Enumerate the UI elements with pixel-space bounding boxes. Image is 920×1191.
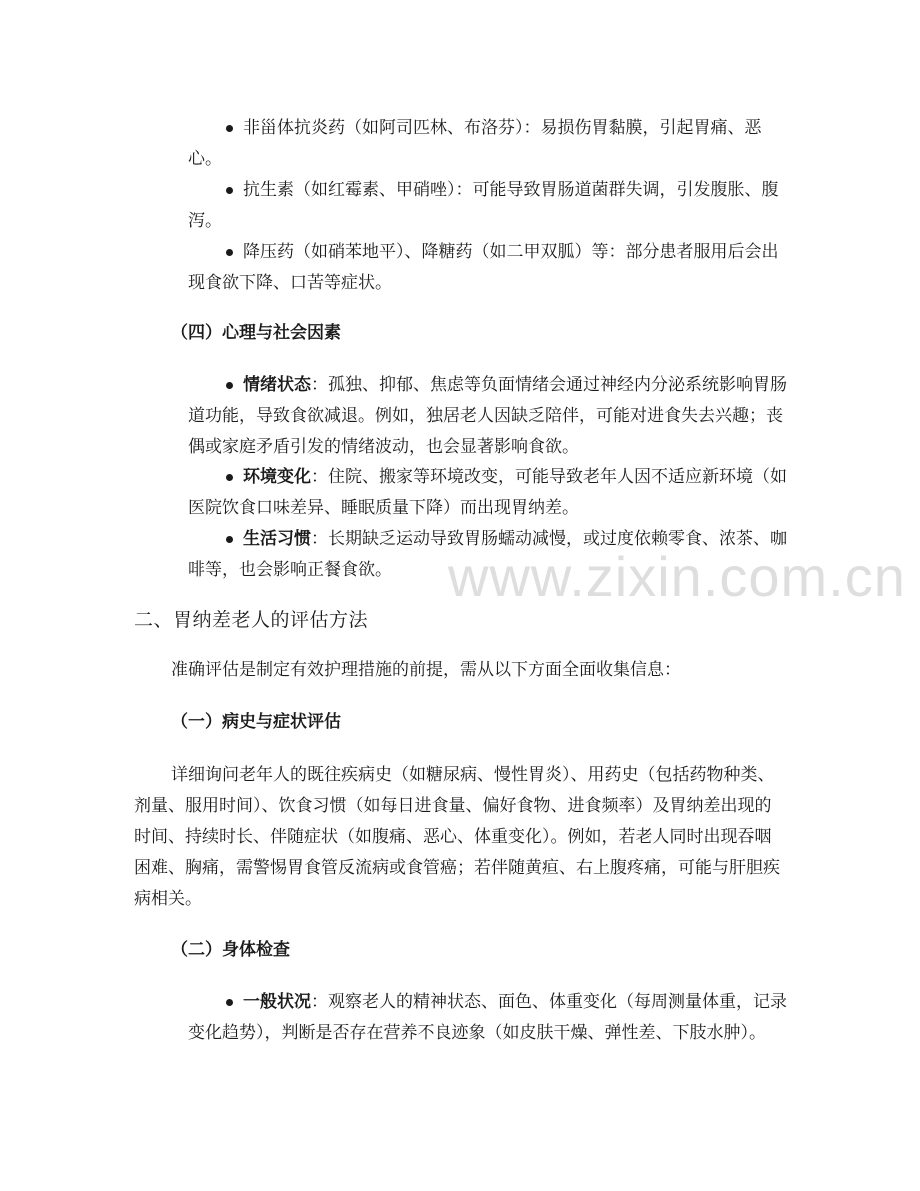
list-item-term: 情绪状态 xyxy=(243,375,311,395)
section4-heading: （四）心理与社会因素 xyxy=(171,323,341,343)
list-item-desc: ：长期缺乏运动导致胃肠蠕动减慢，或过度依赖零食、浓茶、咖啡等，也会影响正餐食欲。 xyxy=(188,529,787,580)
section2-heading: 二、胃纳差老人的评估方法 xyxy=(134,609,369,631)
sub1-body: 详细询问老年人的既往疾病史（如糖尿病、慢性胃炎）、用药史（包括药物种类、剂量、服用时间）、饮食习惯（如每日进食量、偏好食物、进食频率）及胃纳差出现的时间、持续时长、伴随症状（如腹痛、恶心、体重变化）。例如，若老人同时出现吞咽困难、胸痛，需警惕胃食管反流病或食管癌；若伴随黄疸、右上腹疼痛，可能与肝胆疾病相关。 xyxy=(134,765,780,909)
list-item-text xyxy=(188,987,788,1049)
bullet-dot xyxy=(226,999,233,1006)
list-item-antihypertensive xyxy=(188,237,788,299)
list-item-desc: ：观察老人的精神状态、面色、体重变化（每周测量体重，记录变化趋势），判断是否存在营养不良迹象（如皮肤干燥、弹性差、下肢水肿）。 xyxy=(188,992,787,1043)
list-item-emotion xyxy=(188,370,788,463)
list-item-habits xyxy=(188,524,788,586)
list-item-text: 抗生素（如红霉素、甲硝唑）：可能导致胃肠道菌群失调，引发腹胀、腹泻。 xyxy=(188,180,779,231)
list-item-nsaid xyxy=(188,113,788,175)
list-item-environment xyxy=(188,462,788,524)
sub2-heading: （二）身体检查 xyxy=(171,940,290,960)
list-item-text xyxy=(188,524,788,586)
bullet-dot xyxy=(226,536,233,543)
bullet-dot xyxy=(226,249,233,256)
list-item-term: 环境变化 xyxy=(243,467,311,487)
watermark: www.zixin.com.cn xyxy=(448,545,906,608)
list-item-desc: ：住院、搬家等环境改变，可能导致老年人因不适应新环境（如医院饮食口味差异、睡眠质量下降）而出现胃纳差。 xyxy=(188,467,787,518)
list-item-text: 非甾体抗炎药（如阿司匹林、布洛芬）：易损伤胃黏膜，引起胃痛、恶心。 xyxy=(188,118,762,169)
list-item-general-status xyxy=(188,987,788,1049)
section2-intro: 准确评估是制定有效护理措施的前提，需从以下方面全面收集信息： xyxy=(171,660,681,680)
bullet-dot xyxy=(226,125,233,132)
bullet-dot xyxy=(226,474,233,481)
list-item-term: 生活习惯 xyxy=(243,529,311,549)
sub1-heading: （一）病史与症状评估 xyxy=(171,712,341,732)
list-item-term: 一般状况 xyxy=(243,992,311,1012)
list-item-desc: ：孤独、抑郁、焦虑等负面情绪会通过神经内分泌系统影响胃肠道功能，导致食欲减退。例如，独居老人因缺乏陪伴，可能对进食失去兴趣；丧偶或家庭矛盾引发的情绪波动，也会显著影响食欲。 xyxy=(188,375,787,457)
list-item-text xyxy=(188,462,788,524)
bullet-dot xyxy=(226,187,233,194)
list-item-text: 降压药（如硝苯地平）、降糖药（如二甲双胍）等：部分患者服用后会出现食欲下降、口苦等症状。 xyxy=(188,242,779,293)
bullet-dot xyxy=(226,382,233,389)
list-item-text xyxy=(188,370,788,463)
list-item-antibiotic xyxy=(188,175,788,237)
